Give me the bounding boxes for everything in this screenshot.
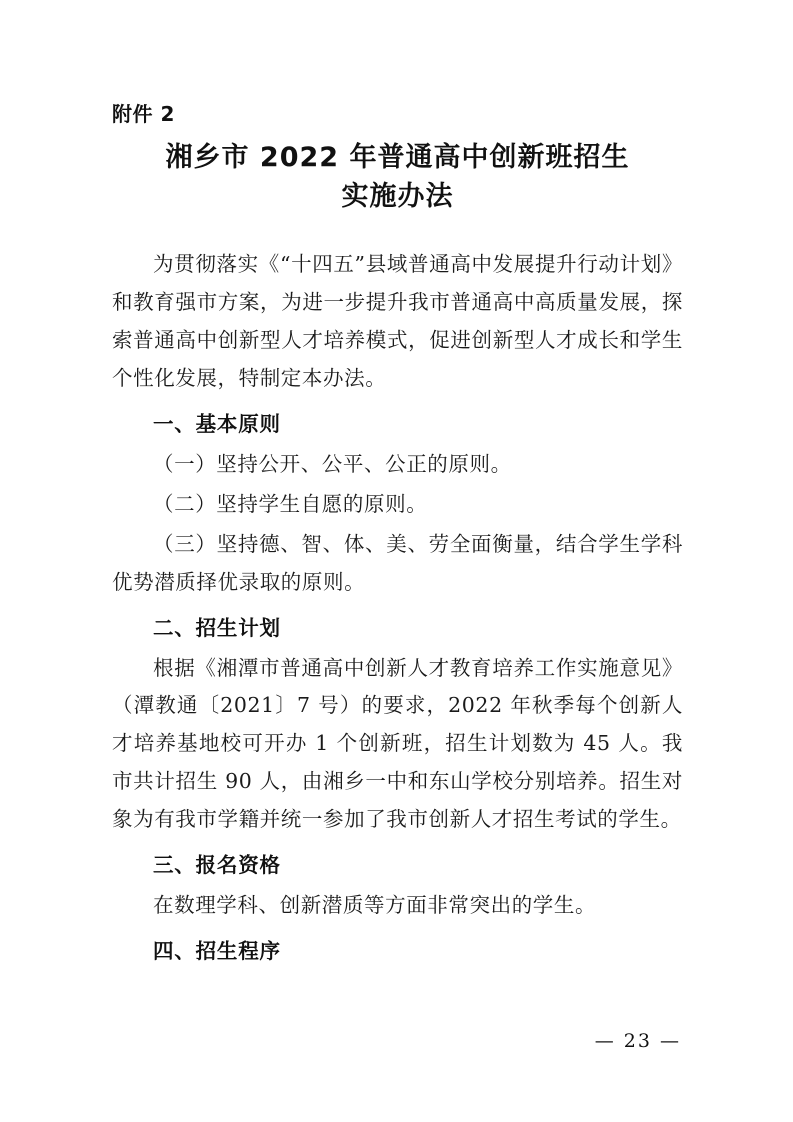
document-body: [112, 246, 683, 971]
paragraph-principle-2: （二）坚持学生自愿的原则。: [153, 491, 428, 516]
section-heading-3: 三、报名资格: [153, 853, 281, 878]
paragraph-intro: 为贯彻落实《“十四五”县域普通高中发展提升行动计划》和教育强市方案，为进一步提升我市普通高中高质量发展，探索普通高中创新型人才培养模式，促进创新型人才成长和学生个性化发展，特制定本办法。: [112, 252, 683, 391]
attachment-label: 附件 2: [112, 102, 175, 126]
paragraph-enrollment-plan: 根据《湘潭市普通高中创新人才教育培养工作实施意见》（潭教通〔2021〕7 号）的要求，2022 年秋季每个创新人才培养基地校可开办 1 个创新班，招生计划数为 45 人。我市共计招生 90 人，由湘乡一中和东山学校分别培养。招生对象为有我市学籍并统一参加了我市创新人才招生考试的学生。: [112, 655, 683, 832]
section-heading-4: 四、招生程序: [153, 938, 281, 963]
paragraph-principle-3: （三）坚持德、智、体、美、劳全面衡量，结合学生学科优势潜质择优录取的原则。: [112, 531, 683, 594]
paragraph-eligibility: 在数理学科、创新潜质等方面非常突出的学生。: [153, 893, 597, 918]
page-title-line-2: 实施办法: [341, 181, 454, 213]
page-number: — 23 —: [594, 1030, 681, 1052]
page-title: [112, 138, 683, 216]
paragraph-principle-1: （一）坚持公开、公平、公正的原则。: [153, 451, 512, 476]
section-heading-2: 二、招生计划: [153, 615, 281, 640]
page-title-line-1: 湘乡市 2022 年普通高中创新班招生: [165, 142, 630, 173]
section-heading-1: 一、基本原则: [153, 411, 281, 436]
